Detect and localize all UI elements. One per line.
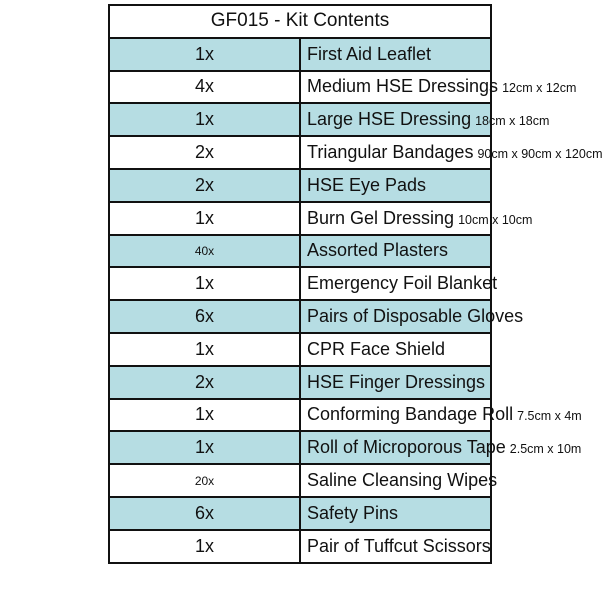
item-size: 12cm x 12cm	[502, 81, 577, 96]
item-description	[300, 366, 491, 399]
kit-item-row	[109, 136, 491, 169]
item-quantity: 2x	[109, 169, 300, 202]
item-quantity: 2x	[109, 136, 300, 169]
kit-item-row	[109, 38, 491, 71]
item-quantity: 40x	[109, 235, 300, 268]
item-name: Triangular Bandages	[307, 142, 474, 163]
item-size: 2.5cm x 10m	[509, 442, 582, 457]
item-size: 18cm x 18cm	[475, 114, 550, 129]
kit-item-row	[109, 169, 491, 202]
item-quantity: 1x	[109, 103, 300, 136]
item-name: Conforming Bandage Roll	[307, 404, 514, 425]
item-quantity: 1x	[109, 267, 300, 300]
kit-item-row	[109, 300, 491, 333]
kit-contents-body	[109, 5, 603, 563]
kit-item-row	[109, 71, 491, 104]
kit-title: GF015 - Kit Contents	[109, 5, 491, 38]
kit-item-row	[109, 497, 491, 530]
kit-item-row	[109, 366, 491, 399]
item-description	[300, 300, 524, 333]
item-name: Burn Gel Dressing	[307, 207, 455, 228]
item-name: HSE Finger Dressings	[307, 371, 486, 392]
item-name: Pair of Tuffcut Scissors	[307, 535, 491, 556]
kit-item-row	[109, 399, 491, 432]
item-name: Safety Pins	[307, 502, 399, 523]
item-name: HSE Eye Pads	[307, 174, 427, 195]
item-description	[300, 235, 491, 268]
item-quantity: 1x	[109, 202, 300, 235]
item-description	[300, 399, 582, 432]
item-description	[300, 464, 498, 497]
item-size: 7.5cm x 4m	[517, 409, 582, 424]
item-quantity: 1x	[109, 530, 300, 563]
item-name: Pairs of Disposable Gloves	[307, 306, 524, 327]
kit-item-row	[109, 103, 491, 136]
item-name: CPR Face Shield	[307, 338, 446, 359]
item-size: 90cm x 90cm x 120cm	[477, 147, 603, 162]
title-row	[109, 5, 491, 38]
item-quantity: 2x	[109, 366, 300, 399]
item-name: Emergency Foil Blanket	[307, 273, 498, 294]
item-description	[300, 333, 491, 366]
item-name: Large HSE Dressing	[307, 109, 472, 130]
item-description	[300, 530, 491, 563]
item-description	[300, 103, 550, 136]
item-quantity: 1x	[109, 431, 300, 464]
kit-contents-table	[108, 4, 603, 564]
item-quantity: 6x	[109, 497, 300, 530]
kit-item-row	[109, 202, 491, 235]
item-name: Roll of Microporous Tape	[307, 437, 506, 458]
item-quantity: 1x	[109, 333, 300, 366]
item-description	[300, 497, 491, 530]
item-quantity: 4x	[109, 71, 300, 104]
item-size: 10cm x 10cm	[458, 212, 533, 227]
item-description	[300, 267, 498, 300]
item-description	[300, 136, 603, 169]
item-name: Medium HSE Dressings	[307, 76, 499, 97]
item-description	[300, 431, 582, 464]
kit-item-row	[109, 235, 491, 268]
item-name: Assorted Plasters	[307, 240, 449, 261]
kit-item-row	[109, 267, 491, 300]
item-description	[300, 202, 533, 235]
item-name: Saline Cleansing Wipes	[307, 470, 498, 491]
item-description	[300, 169, 491, 202]
item-quantity: 1x	[109, 399, 300, 432]
item-name: First Aid Leaflet	[307, 43, 432, 64]
kit-item-row	[109, 530, 491, 563]
item-description	[300, 38, 491, 71]
kit-item-row	[109, 333, 491, 366]
item-description	[300, 71, 577, 104]
kit-item-row	[109, 431, 491, 464]
item-quantity: 20x	[109, 464, 300, 497]
kit-item-row	[109, 464, 491, 497]
item-quantity: 6x	[109, 300, 300, 333]
item-quantity: 1x	[109, 38, 300, 71]
